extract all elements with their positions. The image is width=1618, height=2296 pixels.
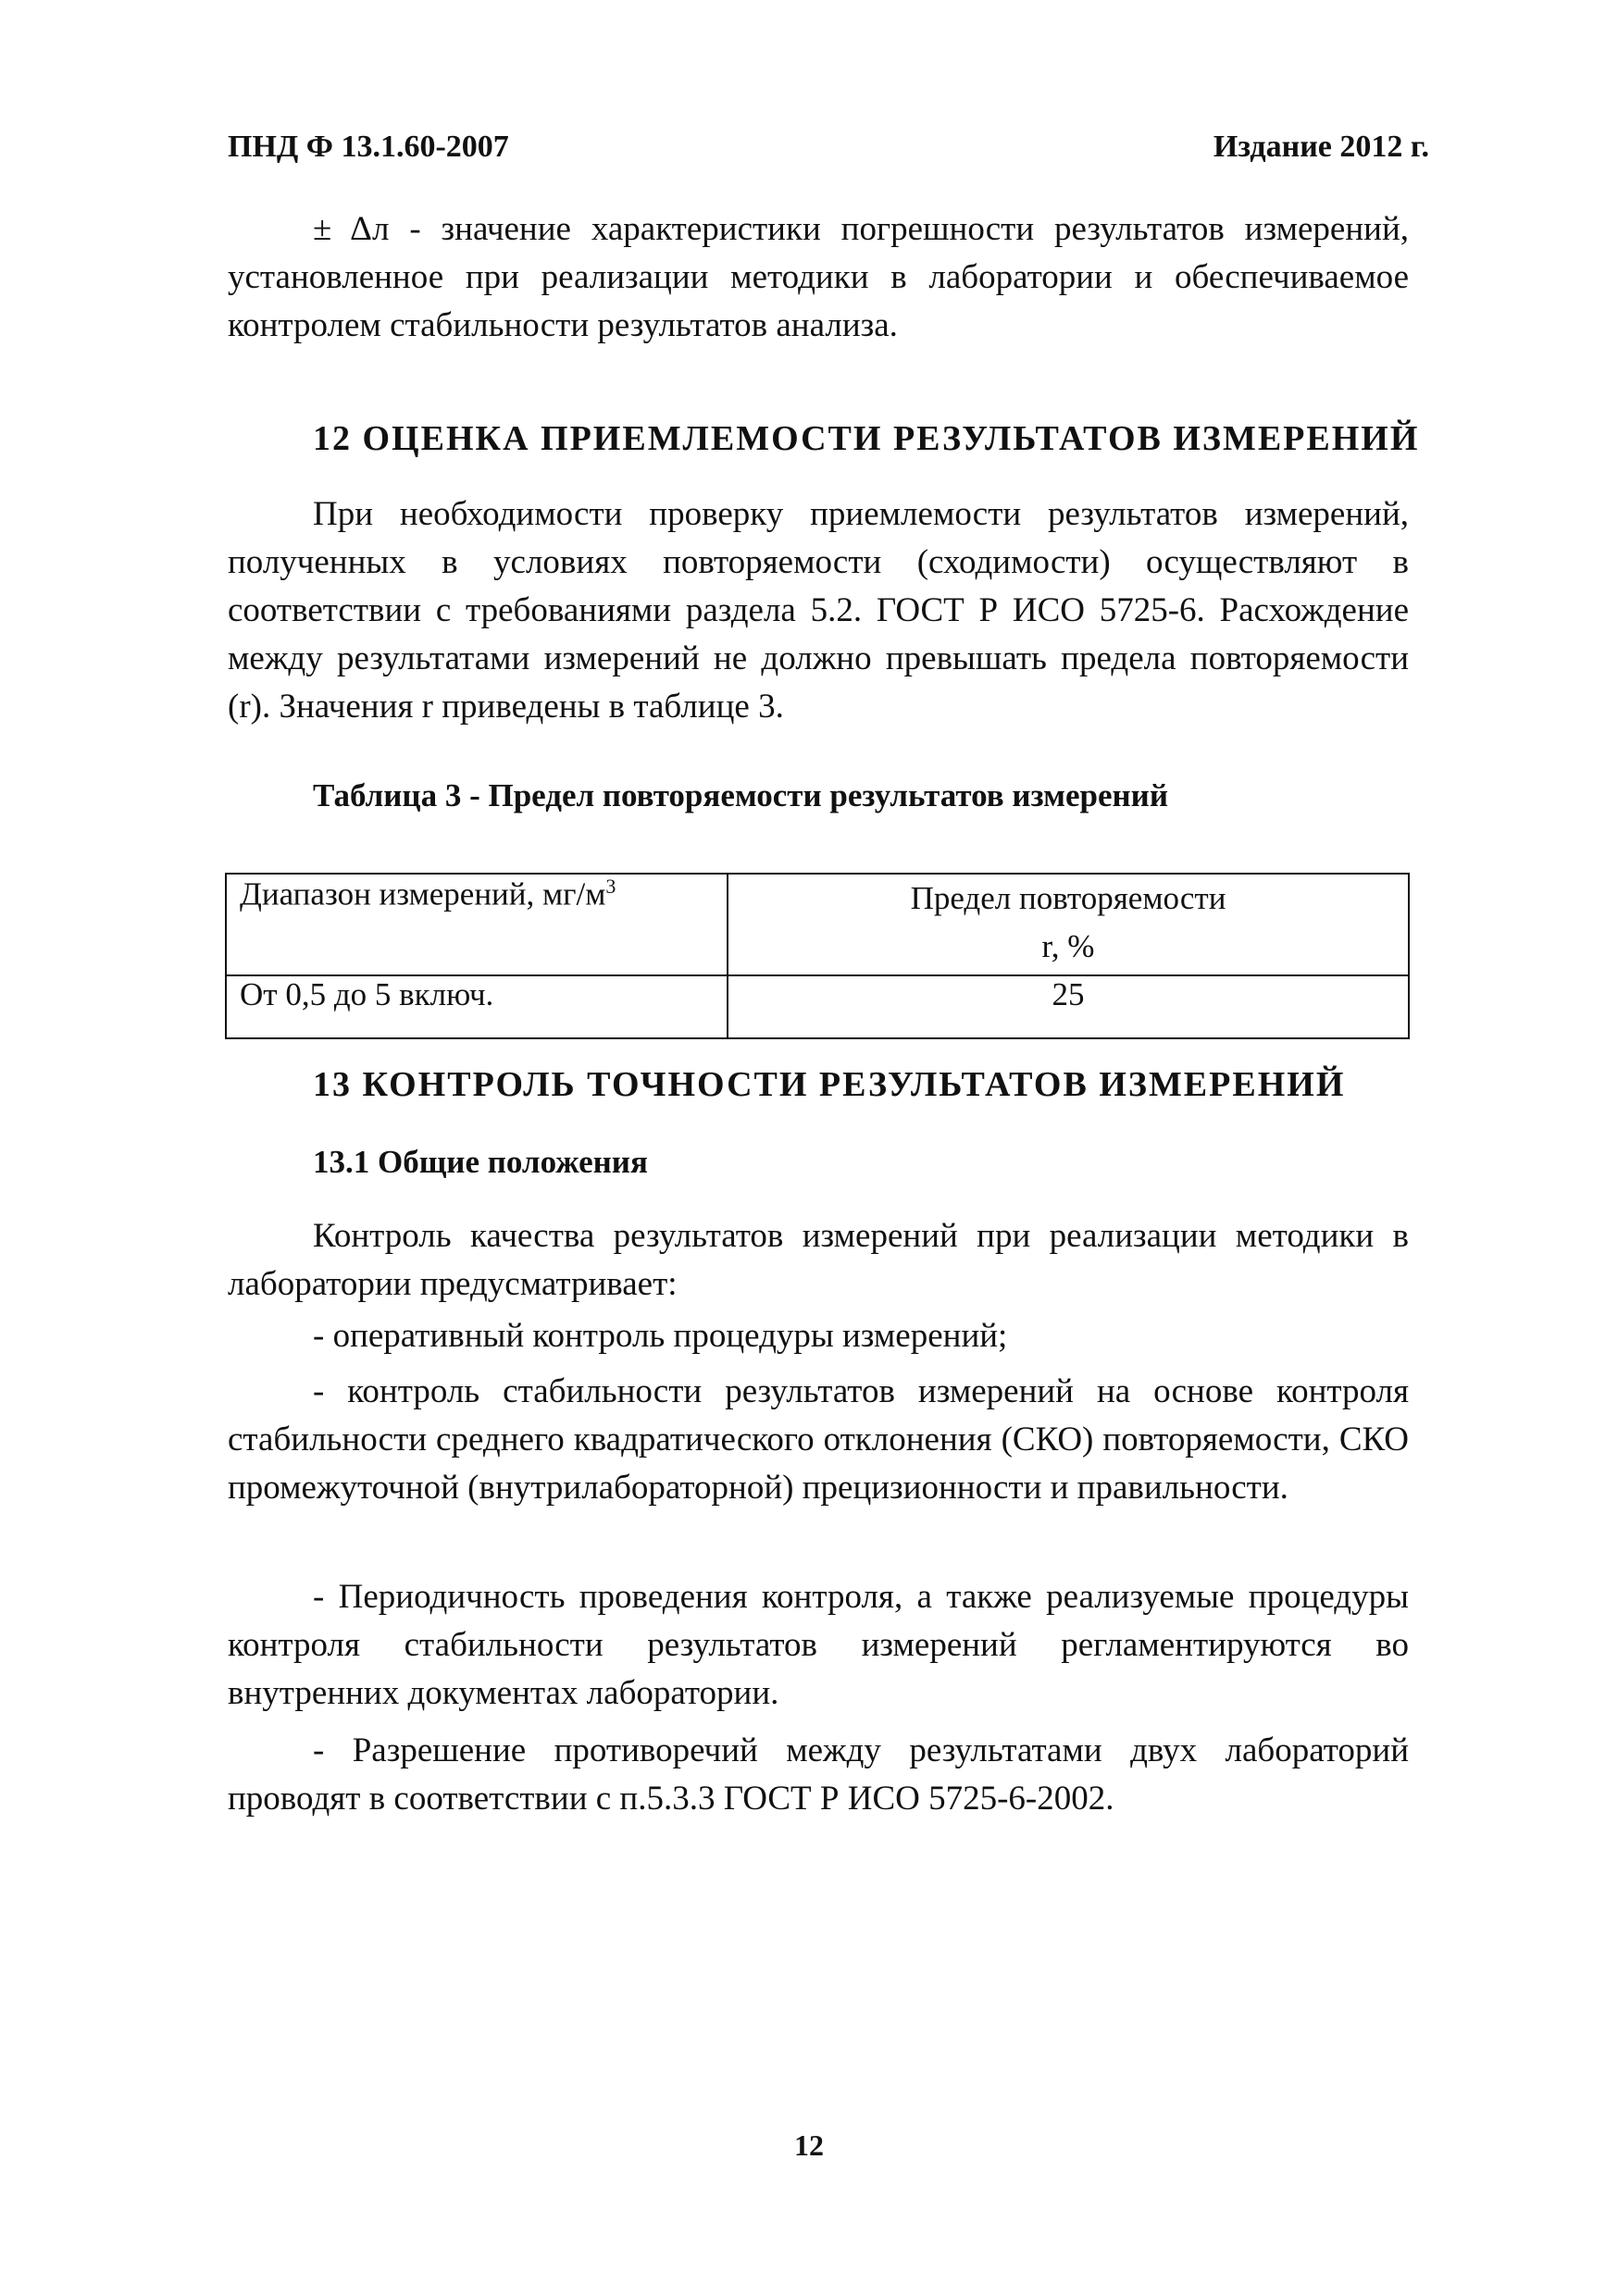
section-12-title: 12 ОЦЕНКА ПРИЕМЛЕМОСТИ РЕЗУЛЬТАТОВ ИЗМЕРЕНИЙ [313,419,1420,458]
table-row [226,975,1409,1038]
section-13-p2: - оперативный контроль процедуры измерений; [313,1317,1008,1355]
section-13-p5: - Разрешение противоречий между результатами двух лабораторий проводят в соответствии с п.5.3.3 ГОСТ Р ИСО 5725-6-2002. [228,1731,1409,1818]
section-13-title: 13 КОНТРОЛЬ ТОЧНОСТИ РЕЗУЛЬТАТОВ ИЗМЕРЕНИЙ [313,1065,1346,1104]
table-cell-limit: 25 [728,975,1409,1038]
section-12-paragraph: При необходимости проверку приемлемости результатов измерений, полученных в условиях повторяемости (сходимости) осуществляют в соответствии с требованиями раздела 5.2. ГОСТ Р ИСО 5725-6. Расхождение между результатами измерений не должно превышать предела повторяемости (r). Значения r приведены в таблице 3. [228,495,1409,726]
section-13-p4: - Периодичность проведения контроля, а также реализуемые процедуры контроля стабильности результатов измерений регламентируются во внутренних документах лаборатории. [228,1578,1409,1712]
table-header-limit [728,874,1409,975]
section-13-p3: - контроль стабильности результатов измерений на основе контроля стабильности среднего квадратического отклонения (СКО) повторяемости, СКО промежуточной (внутрилабораторной) прецизионности и правильности. [228,1372,1409,1507]
table-3-caption: Таблица 3 - Предел повторяемости результатов измерений [313,777,1168,813]
section-13-1-subtitle: 13.1 Общие положения [313,1144,648,1180]
range-header-text: Диапазон измерений, мг/м [240,875,606,912]
intro-paragraph: ± Δл - значение характеристики погрешности результатов измерений, установленное при реализации методики в лаборатории и обеспечиваемое контролем стабильности результатов анализа. [228,210,1409,344]
table-header-row [226,874,1409,975]
limit-header-line2: r, % [1041,928,1095,964]
table-3 [225,873,1410,1039]
table-cell-range: От 0,5 до 5 включ. [226,975,728,1038]
section-13-p1: Контроль качества результатов измерений при реализации методики в лаборатории предусматривает: [228,1217,1409,1303]
table-header-range [226,874,728,975]
range-header-superscript: 3 [605,875,616,898]
document-id: ПНД Ф 13.1.60-2007 [228,130,509,164]
page-number: 12 [794,2128,824,2162]
edition-label: Издание 2012 г. [1213,130,1429,164]
limit-header-line1: Предел повторяемости [910,880,1226,916]
